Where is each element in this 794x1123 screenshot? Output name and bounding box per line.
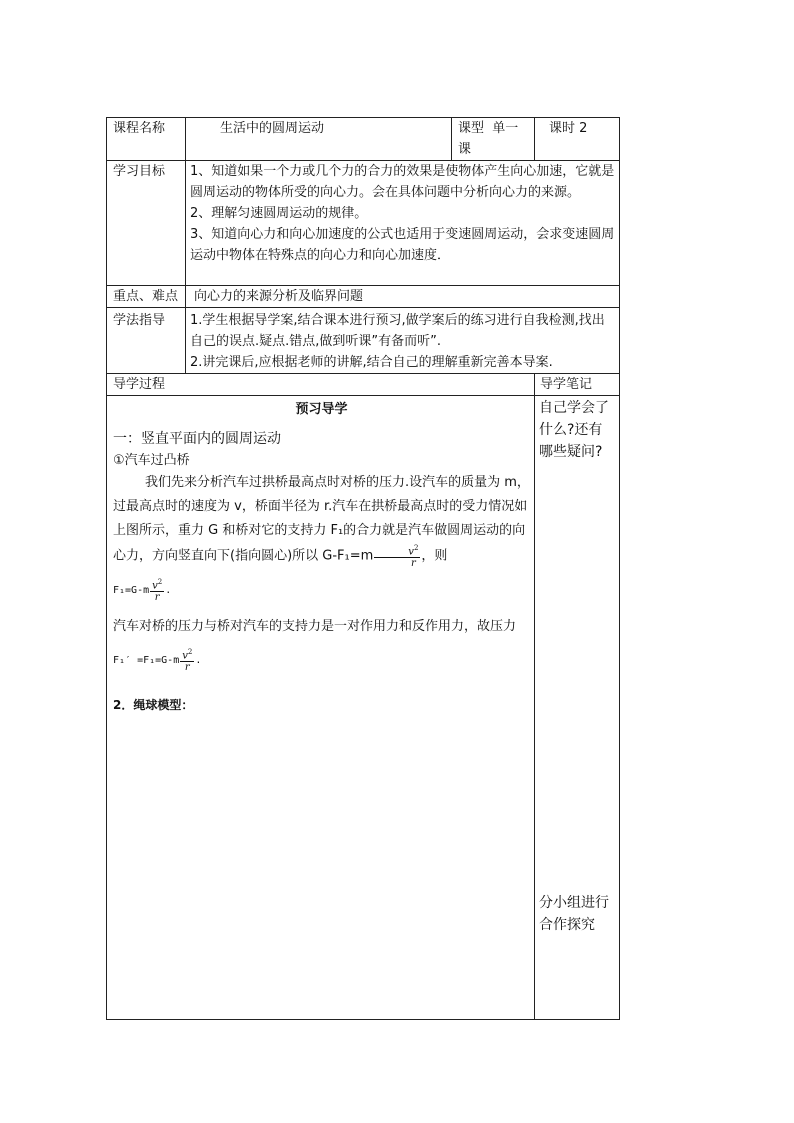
type-value: 单一课 (458, 121, 519, 157)
bridge-text: 我们先来分析汽车过拱桥最高点时对桥的压力.设汽车的质量为 m，过最高点时的速度为 v，桥面半径为 r.汽车在拱桥最高点时的受力情况如上图所示，重力 G 和桥对它的支持力 F₁的合力就是汽车做圆周运动的向心力，方向竖直向下(指向圆心)所以 G-F₁=m (113, 475, 530, 564)
hours-value: 2 (579, 121, 588, 136)
course-label: 课程名称 (107, 118, 186, 161)
rope-ball-heading: 2．绳球模型： (113, 698, 194, 713)
fraction-v2-over-r: $\frac{v^2}{r}$ (374, 543, 420, 569)
method-label: 学法指导 (107, 308, 186, 374)
fraction-v2-over-r: $\frac{v^2}{r}$ (182, 648, 193, 674)
formula-2: F₁′ =F₁=G-m $\frac{v^2}{r}$ . (113, 648, 202, 674)
process-content (107, 396, 535, 1020)
lesson-plan-sheet (106, 117, 619, 1014)
goal-item: 1、知道如果一个力或几个力的合力的效果是使物体产生向心加速，它就是圆周运动的物体所受的向心力。会在具体问题中分析向心力的来源。 (190, 164, 615, 200)
process-label: 导学过程 (107, 374, 535, 396)
key-points-row (107, 286, 620, 308)
lesson-plan-table (106, 117, 620, 1020)
fraction-v2-over-r: $\frac{v^2}{r}$ (152, 578, 163, 604)
goals-content (186, 161, 620, 286)
method-item: 2.讲完课后,应根据老师的讲解,结合自己的理解重新完善本导案. (190, 355, 553, 370)
goals-row (107, 161, 620, 286)
preview-title: 预习导学 (295, 402, 348, 417)
method-row (107, 308, 620, 374)
bridge-paragraph (113, 471, 530, 569)
course-hours (535, 118, 620, 161)
type-label: 课型 (458, 121, 485, 136)
goals-label: 学习目标 (107, 161, 186, 286)
goal-item: 2、理解匀速圆周运动的规律。 (190, 206, 368, 221)
process-header-row (107, 374, 620, 396)
note-group-work: 分小组进行合作探究 (539, 895, 609, 933)
method-content (186, 308, 620, 374)
process-body-row (107, 396, 620, 1020)
section-heading: 一：竖直平面内的圆周运动 (113, 431, 281, 447)
formula-1: F₁=G-m $\frac{v^2}{r}$ . (113, 578, 172, 604)
method-item: 1.学生根据导学案,结合课本进行预习,做学案后的练习进行自我检测,找出自己的误点.疑点.错点,做到听课”有备而听”. (190, 313, 605, 349)
reaction-paragraph: 汽车对桥的压力与桥对汽车的支持力是一对作用力和反作用力，故压力 (113, 619, 517, 635)
subsection-heading: ①汽车过凸桥 (113, 453, 190, 468)
course-name: 生活中的圆周运动 (186, 118, 452, 161)
header-row (107, 118, 620, 161)
hours-label: 课时 (549, 121, 576, 136)
course-type (452, 118, 535, 161)
goal-item: 3、知道向心力和向心加速度的公式也适用于变速圆周运动，会求变速圆周运动中物体在特殊点的向心力和向心加速度． (190, 227, 615, 263)
bridge-text-tail: ，则 (421, 548, 448, 564)
notes-label: 导学笔记 (535, 374, 620, 396)
notes-content (535, 396, 620, 1020)
note-self-review: 自己学会了什么?还有哪些疑问? (539, 400, 609, 460)
key-points-label: 重点、难点 (107, 286, 186, 308)
key-points-text: 向心力的来源分析及临界问题 (186, 286, 620, 308)
